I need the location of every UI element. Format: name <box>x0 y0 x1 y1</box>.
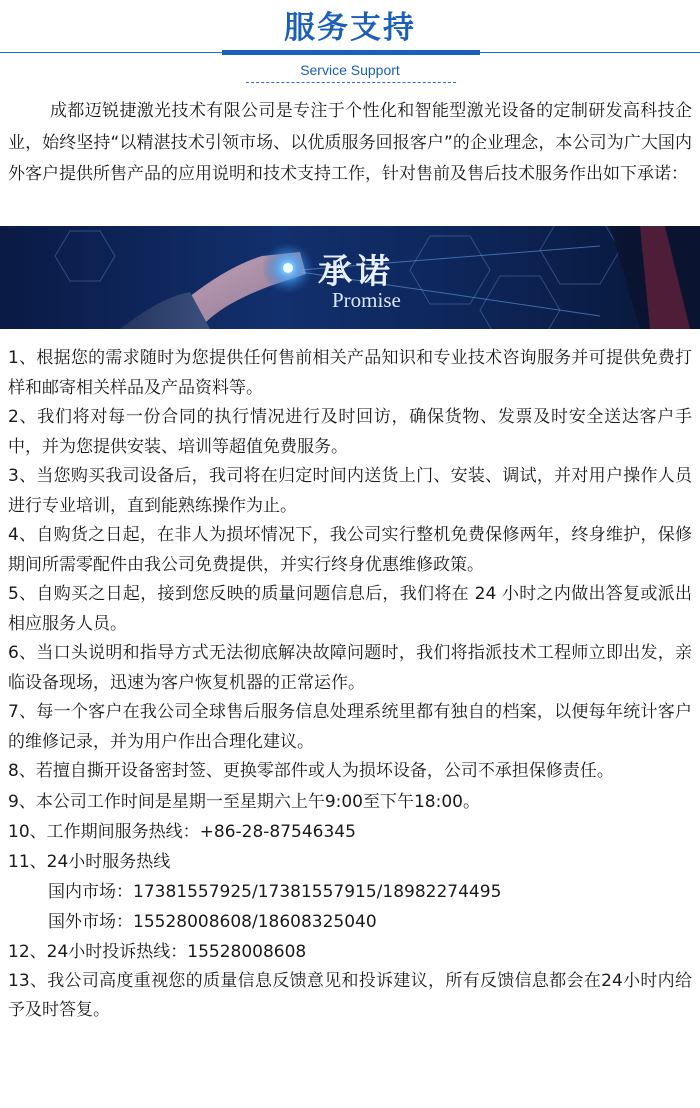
banner-title: 承诺 <box>318 252 394 292</box>
promise-list <box>8 344 692 1026</box>
list-item: 11、24小时服务热线 <box>8 851 171 872</box>
list-item: 1、根据您的需求随时为您提供任何售前相关产品知识和专业技术咨询服务并可提供免费打样和邮寄相关样品及产品资料等。 <box>8 348 692 398</box>
list-item: 6、当口头说明和指导方式无法彻底解决故障问题时，我们将指派技术工程师立即出发，亲临设备现场，迅速为客户恢复机器的正常运作。 <box>8 643 692 693</box>
header-divider-accent <box>222 50 480 55</box>
section-header <box>0 0 700 92</box>
page-subtitle: Service Support <box>300 62 400 78</box>
list-item: 12、24小时投诉热线：15528008608 <box>8 941 307 962</box>
list-item: 7、每一个客户在我公司全球售后服务信息处理系统里都有独自的档案，以便每年统计客户的维修记录，并为用户作出合理化建议。 <box>8 702 692 752</box>
list-item: 4、自购货之日起，在非人为损坏情况下，我公司实行整机免费保修两年，终身维护，保修期间所需零配件由我公司免费提供，并实行终身优惠维修政策。 <box>8 525 692 575</box>
domestic-hotline: 国内市场：17381557925/17381557915/18982274495 <box>48 881 502 902</box>
overseas-hotline: 国外市场：15528008608/18608325040 <box>48 911 377 932</box>
intro-paragraph: 成都迈锐捷激光技术有限公司是专注于个性化和智能型激光设备的定制研发高科技企业，始终坚持“以精湛技术引领市场、以优质服务回报客户”的企业理念，本公司为广大国内外客户提供所售产品的应用说明和技术支持工作，针对售前及售后技术服务作出如下承诺： <box>8 101 692 184</box>
page-title: 服务支持 <box>284 10 416 46</box>
list-item: 8、若擅自撕开设备密封签、更换零部件或人为损坏设备，公司不承担保修责任。 <box>8 761 614 781</box>
list-item: 13、我公司高度重视您的质量信息反馈意见和投诉建议，所有反馈信息都会在24小时内给予及时答复。 <box>8 970 692 1020</box>
list-item: 3、当您购买我司设备后，我司将在归定时间内送货上门、安装、调试，并对用户操作人员进行专业培训，直到能熟练操作为止。 <box>8 466 692 516</box>
list-item: 2、我们将对每一份合同的执行情况进行及时回访，确保货物、发票及时安全送达客户手中，并为您提供安装、培训等超值免费服务。 <box>8 407 692 457</box>
list-item: 10、工作期间服务热线：+86-28-87546345 <box>8 821 356 842</box>
subtitle-dashed-underline <box>246 82 456 83</box>
list-item: 9、本公司工作时间是星期一至星期六上午9:00至下午18:00。 <box>8 791 480 812</box>
banner-subtitle: Promise <box>332 288 401 312</box>
list-item: 5、自购买之日起，接到您反映的质量问题信息后，我们将在 24 小时之内做出答复或派出相应服务人员。 <box>8 584 692 634</box>
promise-banner <box>0 226 700 329</box>
